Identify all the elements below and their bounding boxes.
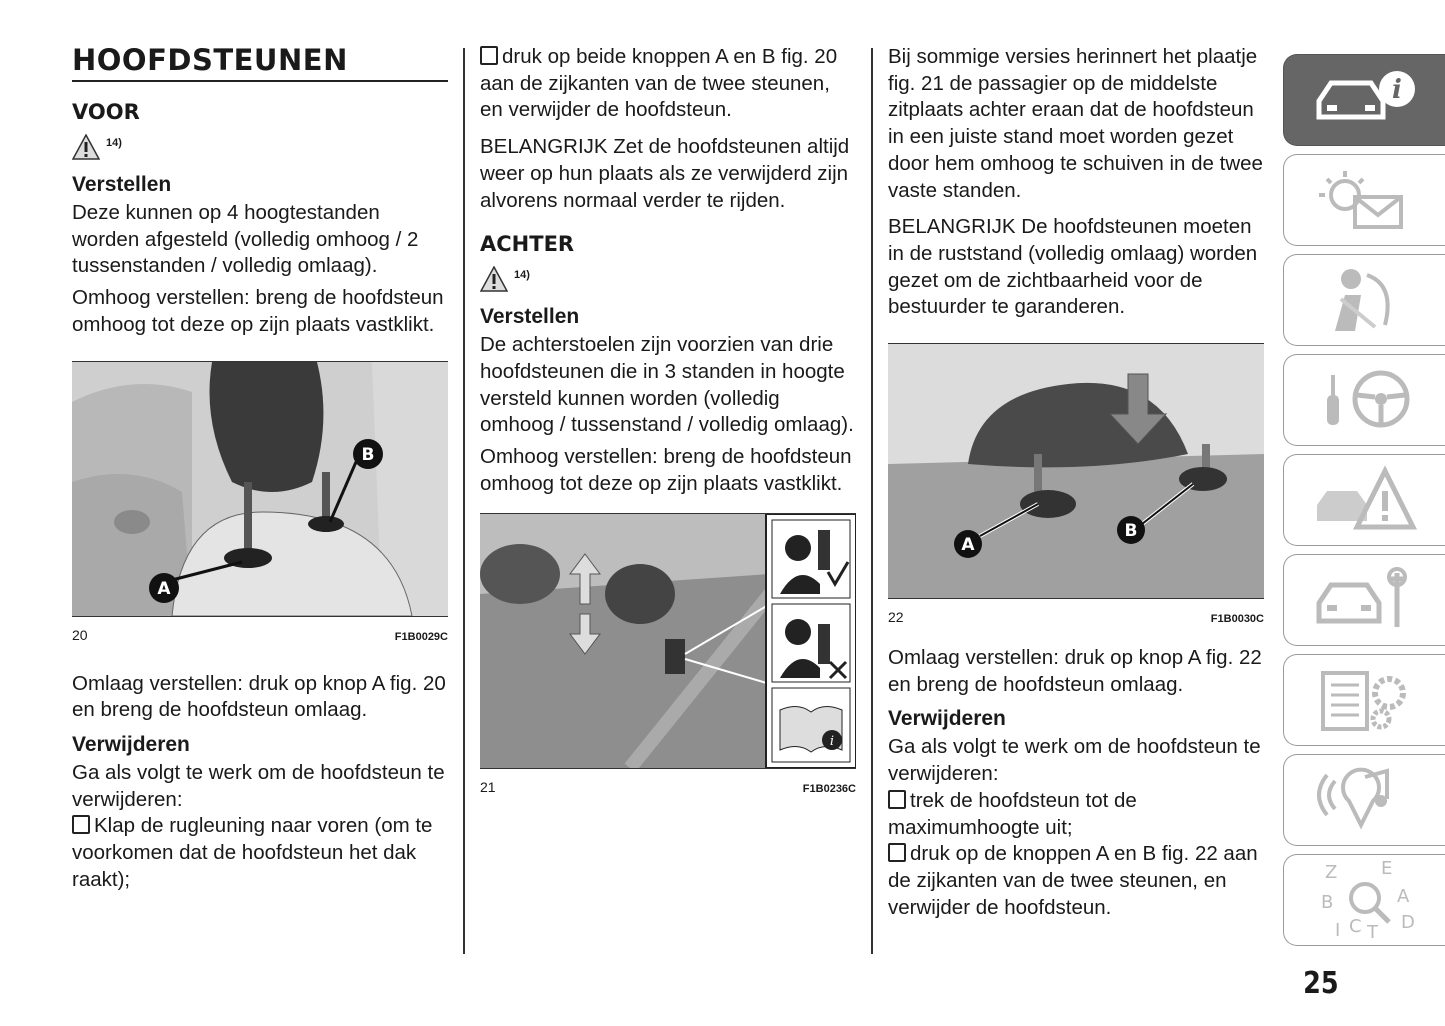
bullet-item: [72, 813, 448, 893]
paragraph: BELANGRIJK De hoofdsteunen moeten in de ruststand (volledig omlaag) worden gezet om de zichtbaarheid voor de bestuurder te garanderen.: [888, 215, 1258, 319]
column-1: [72, 44, 448, 898]
warning-triangle-icon: [480, 266, 508, 292]
column-divider: [871, 48, 873, 954]
paragraph: Bij sommige versies herinnert het plaatje fig. 21 de passagier op de middelste zitplaats achter eraan dat de hoofdsteun in een juiste stand moet worden gezet door hem omhoog te schuiven in de twee vaste standen.: [888, 45, 1263, 202]
paragraph: Omhoog verstellen: breng de hoofdsteun omhoog tot deze op zijn plaats vastklikt.: [480, 445, 852, 495]
bullet-item: [888, 788, 1264, 841]
figure-label-b: B: [361, 444, 375, 465]
index-letter: E: [1380, 860, 1392, 879]
figure-caption: [480, 779, 856, 795]
checkbox-bullet-icon: [480, 46, 498, 65]
paragraph: Omlaag verstellen: druk op knop A fig. 22 en breng de hoofdsteun omlaag.: [888, 646, 1262, 696]
checkbox-bullet-icon: [888, 790, 906, 809]
column-divider: [463, 48, 465, 954]
multimedia-icon: [1305, 765, 1425, 835]
figure-label-a: A: [157, 578, 171, 599]
paragraph: Deze kunnen op 4 hoogtestanden worden afgesteld (volledig omhoog / 2 tussenstanden / volledig omlaag).: [72, 201, 419, 278]
maintenance-icon: [1305, 565, 1425, 635]
warning-reference: [480, 266, 856, 294]
tab-technical-data[interactable]: [1283, 654, 1445, 746]
index-letter: B: [1320, 892, 1333, 913]
figure-number: 21: [480, 779, 496, 796]
tab-index[interactable]: [1283, 854, 1445, 946]
tab-emergency[interactable]: [1283, 454, 1445, 546]
tab-safety[interactable]: [1283, 254, 1445, 346]
section-front-title: VOOR: [72, 100, 140, 124]
index-letter: A: [1396, 886, 1409, 907]
figure-code: F1B0030C: [1210, 613, 1264, 626]
rear-headrest-buttons-illustration: [888, 344, 1264, 598]
heading-adjust: Verstellen: [480, 305, 580, 329]
svg-text:i: i: [829, 734, 835, 750]
rear-headrest-illustration: [480, 514, 856, 768]
index-icon: [1305, 860, 1425, 940]
figure-label-b: B: [1124, 521, 1138, 542]
index-letter: D: [1400, 912, 1415, 933]
figure-21: [480, 513, 856, 769]
paragraph: Omlaag verstellen: druk op knop A fig. 20 en breng de hoofdsteun omlaag.: [72, 671, 446, 722]
checkbox-bullet-icon: [888, 843, 906, 862]
paragraph: De achterstoelen zijn voorzien van drie hoofdsteunen die in 3 standen in hoogte versteld kunnen worden (volledig omhoog / tussenstand / volledig omlaag).: [480, 333, 854, 437]
car-info-icon: [1305, 65, 1425, 135]
bullet-item: [480, 44, 856, 124]
checkbox-bullet-icon: [72, 815, 90, 834]
tab-maintenance[interactable]: [1283, 554, 1445, 646]
index-letter: T: [1366, 922, 1378, 940]
bullet-text: Klap de rugleuning naar voren (om te voorkomen dat de hoofdsteun het dak raakt);: [72, 814, 433, 891]
bullet-text: druk op de knoppen A en B fig. 22 aan de zijkanten van de twee steunen, en verwijder de hoofdsteun.: [888, 842, 1258, 919]
svg-text:i: i: [1391, 75, 1402, 105]
tab-starting-driving[interactable]: [1283, 354, 1445, 446]
index-letter: C: [1348, 916, 1362, 937]
tab-multimedia[interactable]: [1283, 754, 1445, 846]
figure-number: 20: [72, 626, 88, 643]
warning-triangle-icon: [72, 134, 100, 160]
tab-dashboard-lights[interactable]: [1283, 154, 1445, 246]
column-2: [480, 44, 856, 795]
front-headrest-illustration: [72, 362, 448, 616]
figure-code: F1B0029C: [394, 630, 448, 643]
column-3: [888, 44, 1264, 926]
page-number: 25: [1303, 966, 1339, 1001]
warning-ref-number: 14): [514, 269, 530, 282]
starting-driving-icon: [1305, 365, 1425, 435]
index-letter: Z: [1324, 862, 1337, 883]
dashboard-lights-icon: [1305, 165, 1425, 235]
tab-car-info[interactable]: [1283, 54, 1445, 146]
paragraph: Ga als volgt te werk om de hoofdsteun te verwijderen:: [888, 735, 1261, 786]
index-letter: I: [1334, 920, 1340, 940]
paragraph: BELANGRIJK Zet de hoofdsteunen altijd weer op hun plaats als ze verwijderd zijn alvorens normaal verder te rijden.: [480, 135, 850, 212]
figure-code: F1B0236C: [802, 783, 856, 796]
warning-reference: [72, 134, 448, 162]
bullet-text: trek de hoofdsteun tot de maximumhoogte uit;: [888, 788, 1137, 839]
technical-data-icon: [1305, 665, 1425, 735]
warning-ref-number: 14): [106, 137, 122, 149]
figure-20: [72, 361, 448, 617]
safety-airbag-icon: [1305, 265, 1425, 335]
paragraph: Omhoog verstellen: breng de hoofdsteun omhoog tot deze op zijn plaats vastklikt.: [72, 286, 444, 336]
page-title: HOOFDSTEUNEN: [72, 44, 448, 82]
figure-label-a: A: [961, 535, 975, 556]
paragraph: Ga als volgt te werk om de hoofdsteun te verwijderen:: [72, 760, 445, 811]
section-rear-title: ACHTER: [480, 232, 575, 257]
chapter-tabs: [1283, 54, 1445, 954]
figure-caption: [888, 609, 1264, 625]
figure-22: [888, 343, 1264, 599]
figure-caption: [72, 627, 448, 643]
emergency-icon: [1305, 465, 1425, 535]
heading-adjust: Verstellen: [72, 173, 172, 196]
bullet-item: [888, 841, 1264, 921]
bullet-text: druk op beide knoppen A en B fig. 20 aan de zijkanten van de twee steunen, en verwijder de hoofdsteun.: [480, 45, 838, 122]
figure-number: 22: [888, 609, 904, 626]
heading-remove: Verwijderen: [888, 707, 1006, 731]
heading-remove: Verwijderen: [72, 732, 190, 756]
